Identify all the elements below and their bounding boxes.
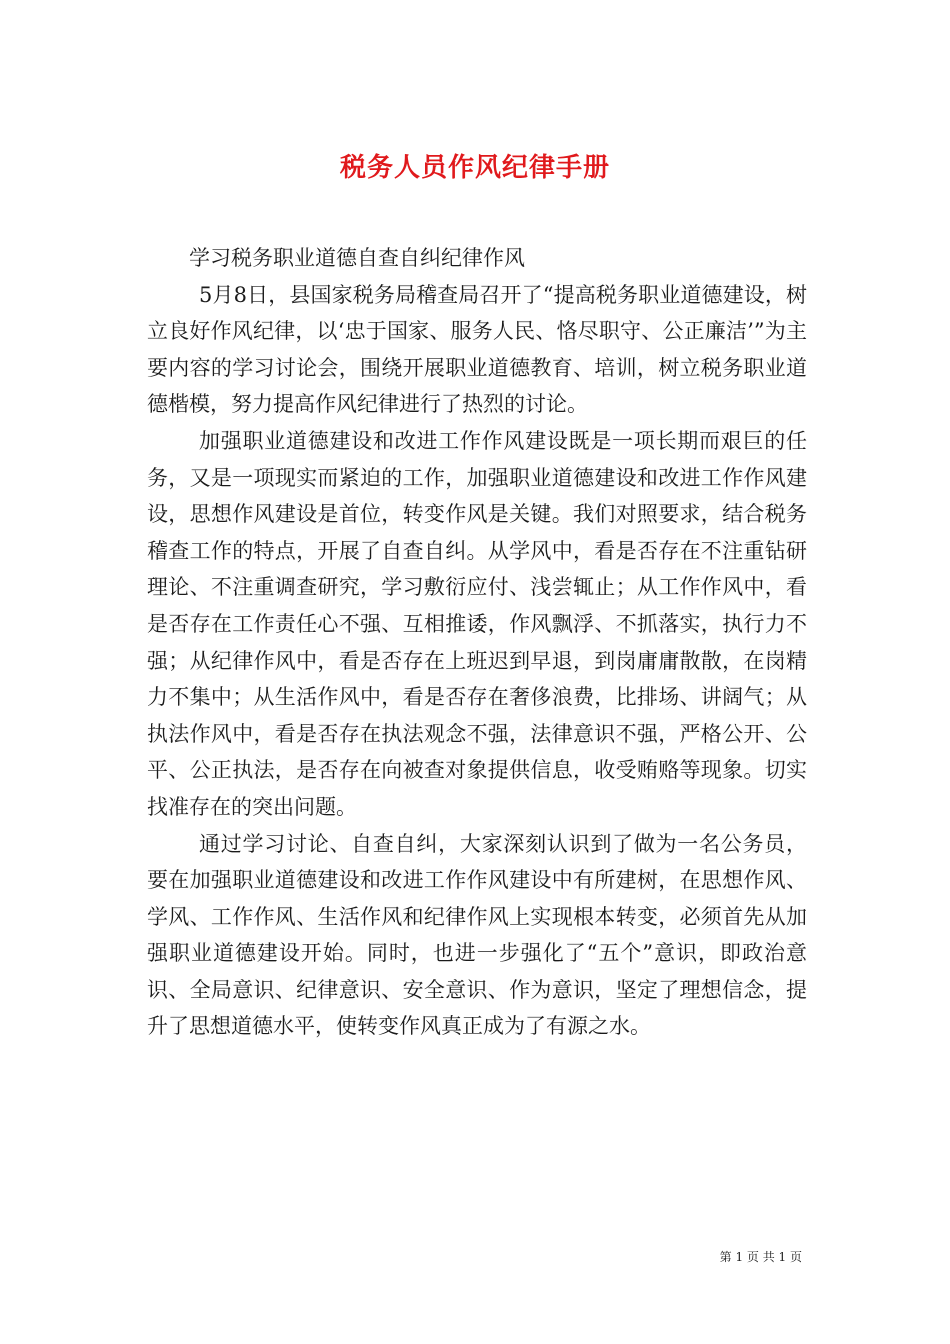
document-body: [147, 240, 807, 1045]
paragraph-1: 5月8日，县国家税务局稽查局召开了“提高税务职业道德建设，树立良好作风纪律，以‘忠于国家、服务人民、恪尽职守、公正廉洁’”为主要内容的学习讨论会，围绕开展职业道德教育、培训，树立税务职业道德楷模，努力提高作风纪律进行了热烈的讨论。: [147, 282, 807, 417]
document-title: 税务人员作风纪律手册: [339, 153, 610, 184]
paragraph-3: 通过学习讨论、自查自纠，大家深刻认识到了做为一名公务员，要在加强职业道德建设和改进工作作风建设中有所建树，在思想作风、学风、工作作风、生活作风和纪律作风上实现根本转变，必须首先从加强职业道德建设开始。同时，也进一步强化了“五个”意识，即政治意识、全局意识、纪律意识、安全意识、作为意识，坚定了理想信念，提升了思想道德水平，使转变作风真正成为了有源之水。: [147, 831, 807, 1039]
document-subtitle: 学习税务职业道德自查自纠纪律作风: [189, 246, 525, 270]
page-number: 第 1 页 共 1 页: [719, 1250, 802, 1264]
paragraph-2: 加强职业道德建设和改进工作作风建设既是一项长期而艰巨的任务，又是一项现实而紧迫的工作，加强职业道德建设和改进工作作风建设，思想作风建设是首位，转变作风是关键。我们对照要求，结合税务稽查工作的特点，开展了自查自纠。从学风中，看是否存在不注重钻研理论、不注重调查研究，学习敷衍应付、浅尝辄止；从工作作风中，看是否存在工作责任心不强、互相推诿，作风飘浮、不抓落实，执行力不强；从纪律作风中，看是否存在上班迟到早退，到岗庸庸散散，在岗精力不集中；从生活作风中，看是否存在奢侈浪费，比排场、讲阔气；从执法作风中，看是否存在执法观念不强，法律意识不强，严格公开、公平、公正执法，是否存在向被查对象提供信息，收受贿赂等现象。切实找准存在的突出问题。: [147, 428, 807, 819]
